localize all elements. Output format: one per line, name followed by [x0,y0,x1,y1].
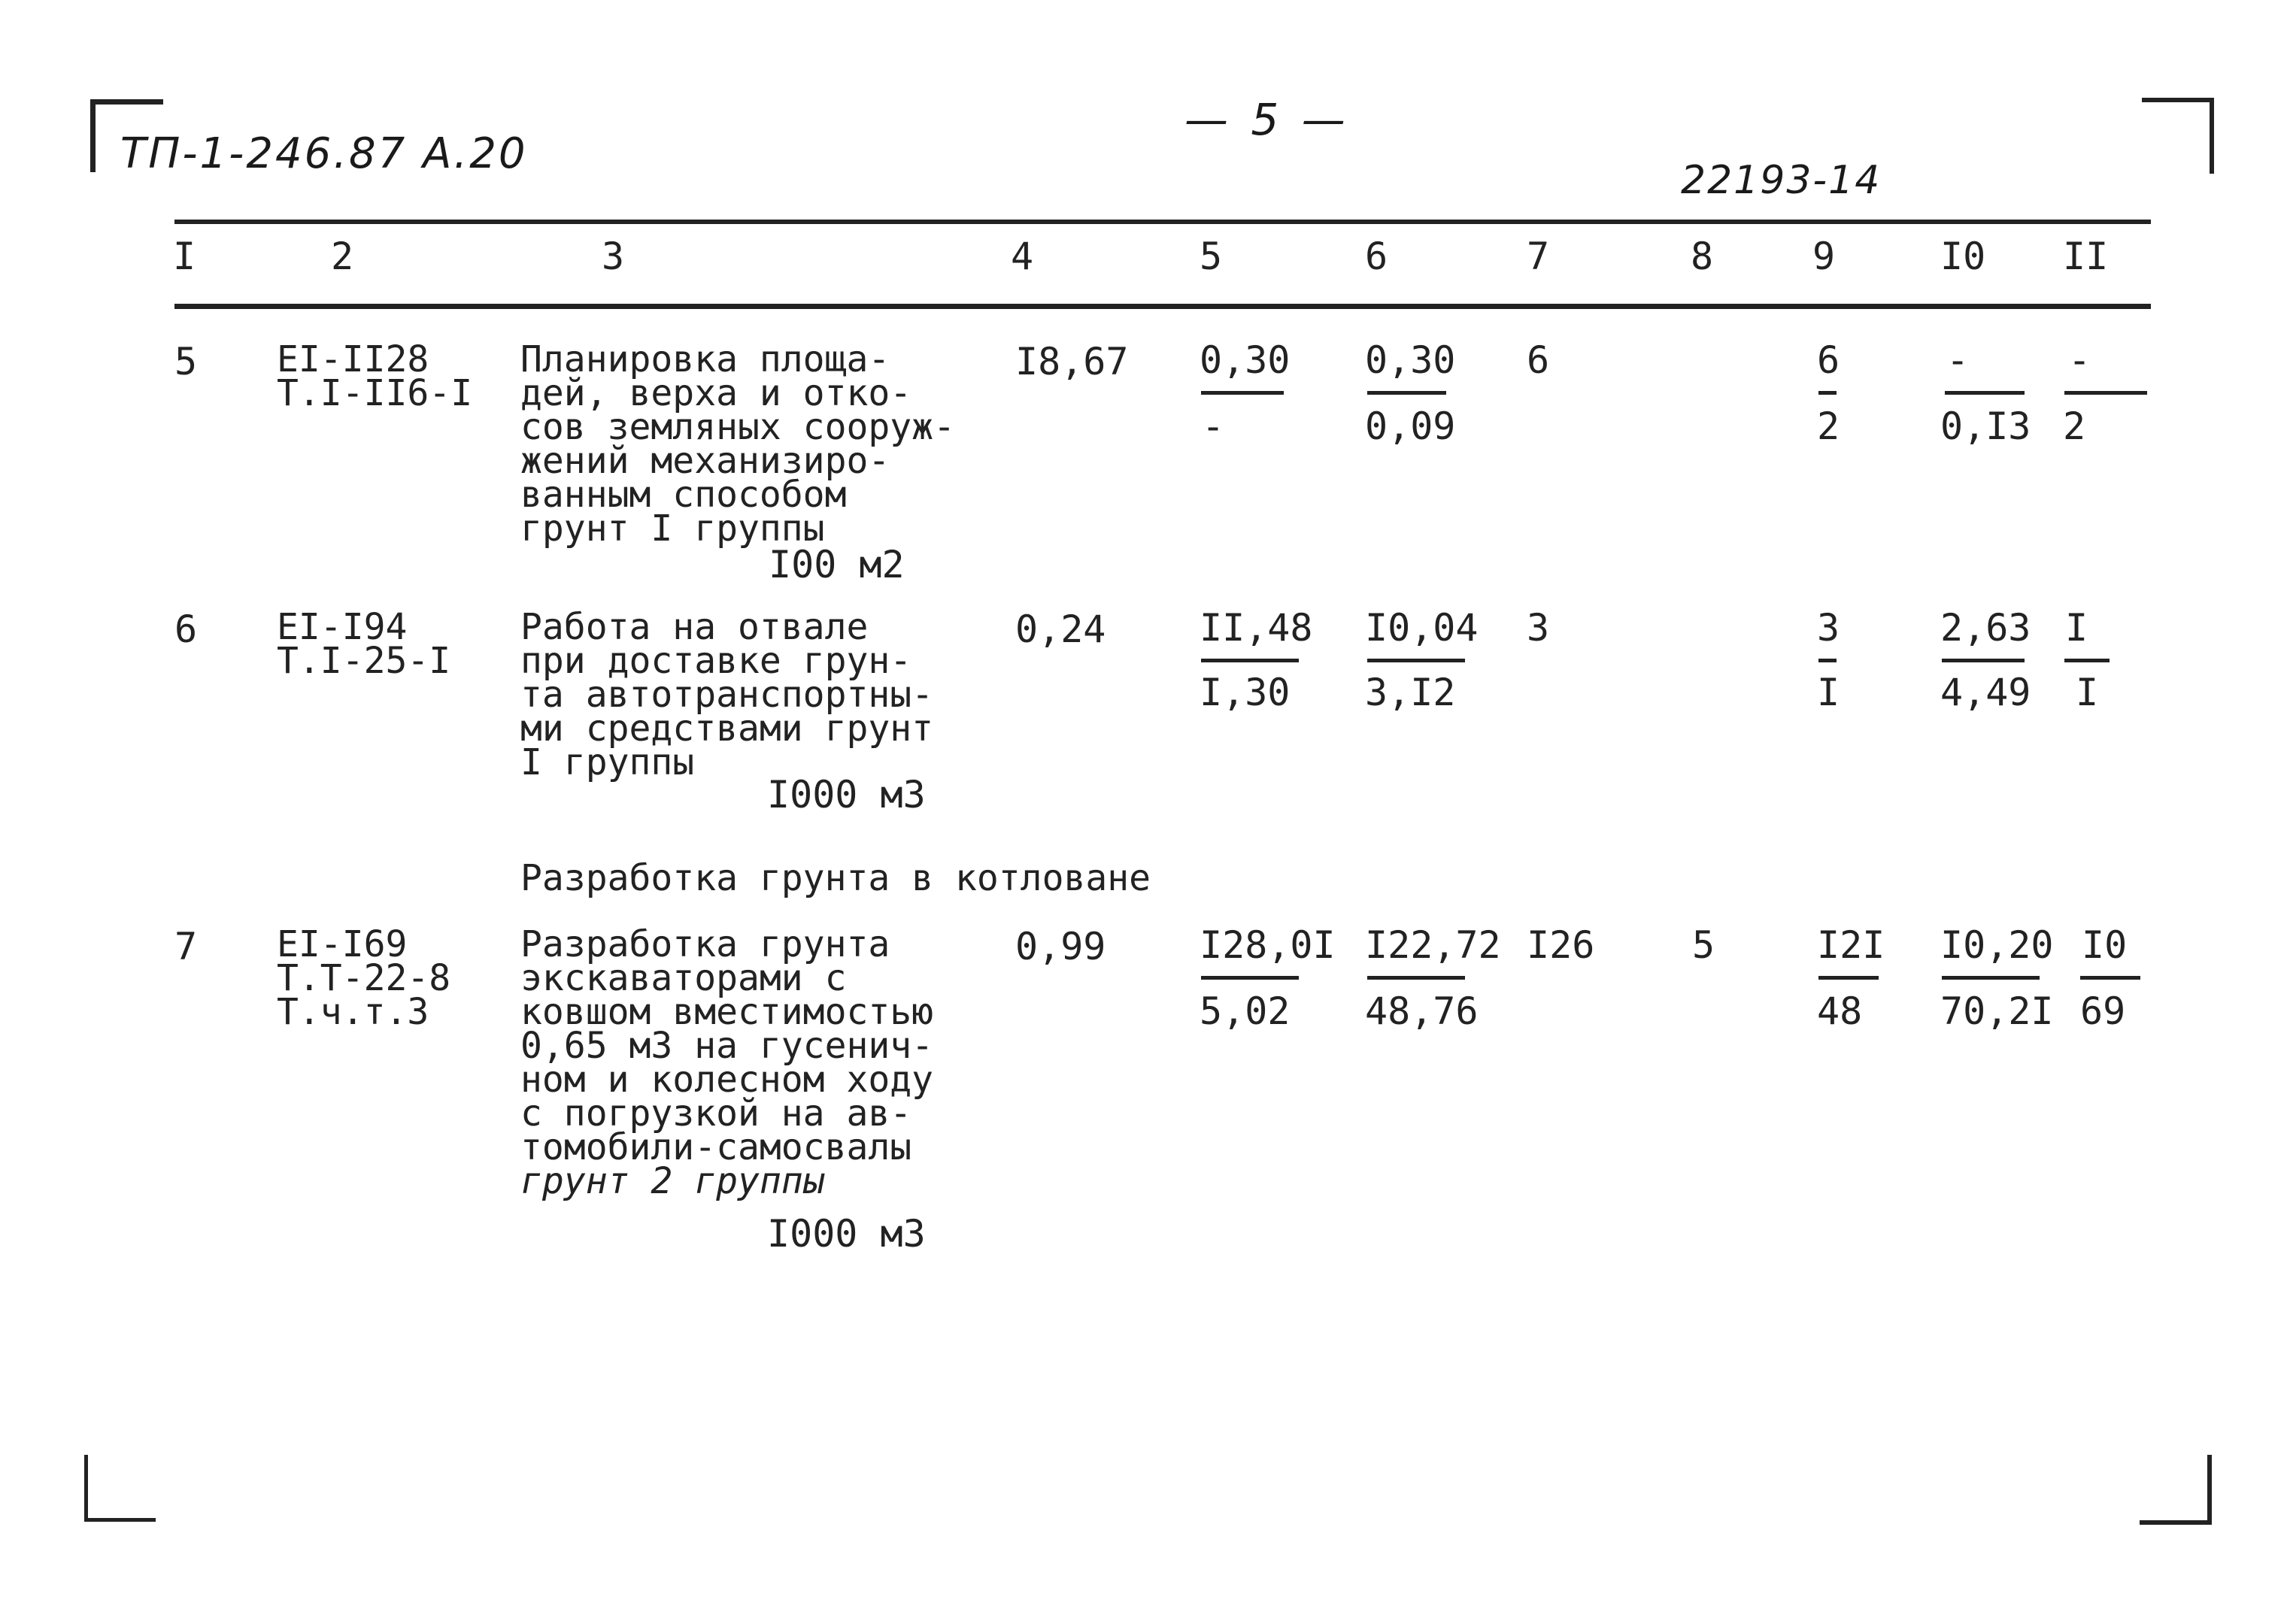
work-description [520,338,955,550]
col10-top: - [1946,338,1970,382]
unit-of-measure: I000 м3 [767,773,926,817]
page-number: — 5 — [1184,94,1350,145]
fraction-bar [1367,659,1465,662]
fraction-bar [1201,391,1284,395]
description-line: грунт 2 группы [520,1160,825,1202]
column-number-1: I [173,235,196,278]
description-line: грунт I группы [520,508,825,550]
col5-top: II,48 [1200,606,1313,650]
table-header-rule [174,304,2151,309]
column-number-11: II [2063,235,2109,278]
col7-value: 3 [1527,606,1550,650]
col5-bottom: 5,02 [1200,989,1291,1033]
norm-code [277,606,451,682]
column-number-2: 2 [331,235,354,278]
quantity: I8,67 [1015,340,1129,383]
col6-top: 0,30 [1365,338,1456,382]
row-number: 5 [174,340,198,383]
col5-bottom: - [1202,404,1225,448]
section-heading: Разработка грунта в котловане [520,857,1151,899]
fraction-bar [1942,976,2040,980]
col9-top: 3 [1817,606,1840,650]
column-number-9: 9 [1812,235,1836,278]
description-line: ми средствами грунт [520,707,934,750]
col10-bottom: 0,I3 [1940,404,2031,448]
col10-bottom: 4,49 [1940,671,2031,714]
norm-code-line: T.I-II6-I [277,372,473,414]
col11-bottom: 2 [2063,404,2086,448]
col9-bottom: 48 [1817,989,1863,1033]
fraction-bar [1201,976,1299,980]
description-line: Разработка грунта [520,923,890,965]
work-description [520,923,934,1202]
col11-bottom: I [2076,671,2099,714]
col11-bottom: 69 [2080,989,2126,1033]
description-line: при доставке грун- [520,640,912,682]
row-number: 7 [174,925,198,968]
description-line: дей, верха и отко- [520,372,912,414]
description-line: ванным способом [520,474,847,516]
work-description [520,606,934,783]
fraction-bar [2064,659,2110,662]
col10-bottom: 70,2I [1940,989,2054,1033]
corner-mark-bottom-right [2140,1455,2212,1525]
col5-top: 0,30 [1200,338,1291,382]
col6-bottom: 3,I2 [1365,671,1456,714]
description-line: с погрузкой на ав- [520,1092,912,1135]
col7-value: 6 [1527,338,1550,382]
norm-code-line: T.T-22-8 [277,957,451,999]
column-number-4: 4 [1011,235,1034,278]
quantity: 0,99 [1015,925,1106,968]
row-number: 6 [174,607,198,651]
col9-top: I2I [1817,923,1885,967]
fraction-bar [1367,976,1465,980]
fraction-bar [1942,659,2025,662]
description-line: сов земляных сооруж- [520,406,955,448]
fraction-bar [1945,391,2025,395]
fraction-bar [2064,391,2147,395]
corner-mark-bottom-left [84,1455,156,1522]
table-top-rule [174,220,2151,224]
col6-bottom: 48,76 [1365,989,1479,1033]
description-line: Работа на отвале [520,606,869,648]
description-line: жений механизиро- [520,440,890,482]
description-line: томобили-самосвалы [520,1126,912,1168]
norm-code-line: T.I-25-I [277,640,451,682]
col5-bottom: I,30 [1200,671,1291,714]
document-code: ТП-1-246.87 А.20 [120,129,528,178]
column-number-6: 6 [1365,235,1388,278]
fraction-bar [1201,659,1299,662]
document-number: 22193-14 [1681,158,1882,203]
fraction-bar [1818,976,1879,980]
fraction-bar [2080,976,2140,980]
column-number-7: 7 [1527,235,1550,278]
column-number-3: 3 [602,235,625,278]
norm-code [277,338,473,414]
quantity: 0,24 [1015,607,1106,651]
norm-code-line: T.ч.т.3 [277,991,429,1033]
col5-top: I28,0I [1200,923,1336,967]
fraction-bar [1367,391,1446,395]
col10-top: 2,63 [1940,606,2031,650]
description-line: ном и колесном ходу [520,1059,934,1101]
fraction-bar [1818,391,1837,395]
column-number-8: 8 [1691,235,1714,278]
description-line: 0,65 м3 на гусенич- [520,1025,934,1067]
col9-top: 6 [1817,338,1840,382]
corner-mark-top-right [2142,98,2214,174]
column-number-10: I0 [1940,235,1986,278]
col9-bottom: 2 [1817,404,1840,448]
col6-bottom: 0,09 [1365,404,1456,448]
description-line: ковшом вместимостью [520,991,934,1033]
norm-code [277,923,451,1033]
col9-bottom: I [1817,671,1840,714]
col11-top: I [2065,606,2088,650]
unit-of-measure: I000 м3 [767,1212,926,1256]
unit-of-measure: I00 м2 [769,543,905,586]
column-number-5: 5 [1200,235,1223,278]
norm-code-line: EI-I94 [277,606,408,648]
norm-code-line: EI-I69 [277,923,408,965]
col11-top: - [2068,338,2091,382]
description-line: экскаваторами с [520,957,847,999]
col8-value: 5 [1692,923,1715,967]
col7-value: I26 [1527,923,1595,967]
description-line: та автотранспортны- [520,674,934,716]
description-line: Планировка площа- [520,338,890,380]
col10-top: I0,20 [1940,923,2054,967]
fraction-bar [1818,659,1837,662]
col6-top: I0,04 [1365,606,1479,650]
col11-top: I0 [2082,923,2128,967]
col6-top: I22,72 [1365,923,1501,967]
norm-code-line: EI-II28 [277,338,429,380]
description-line: I группы [520,741,695,783]
